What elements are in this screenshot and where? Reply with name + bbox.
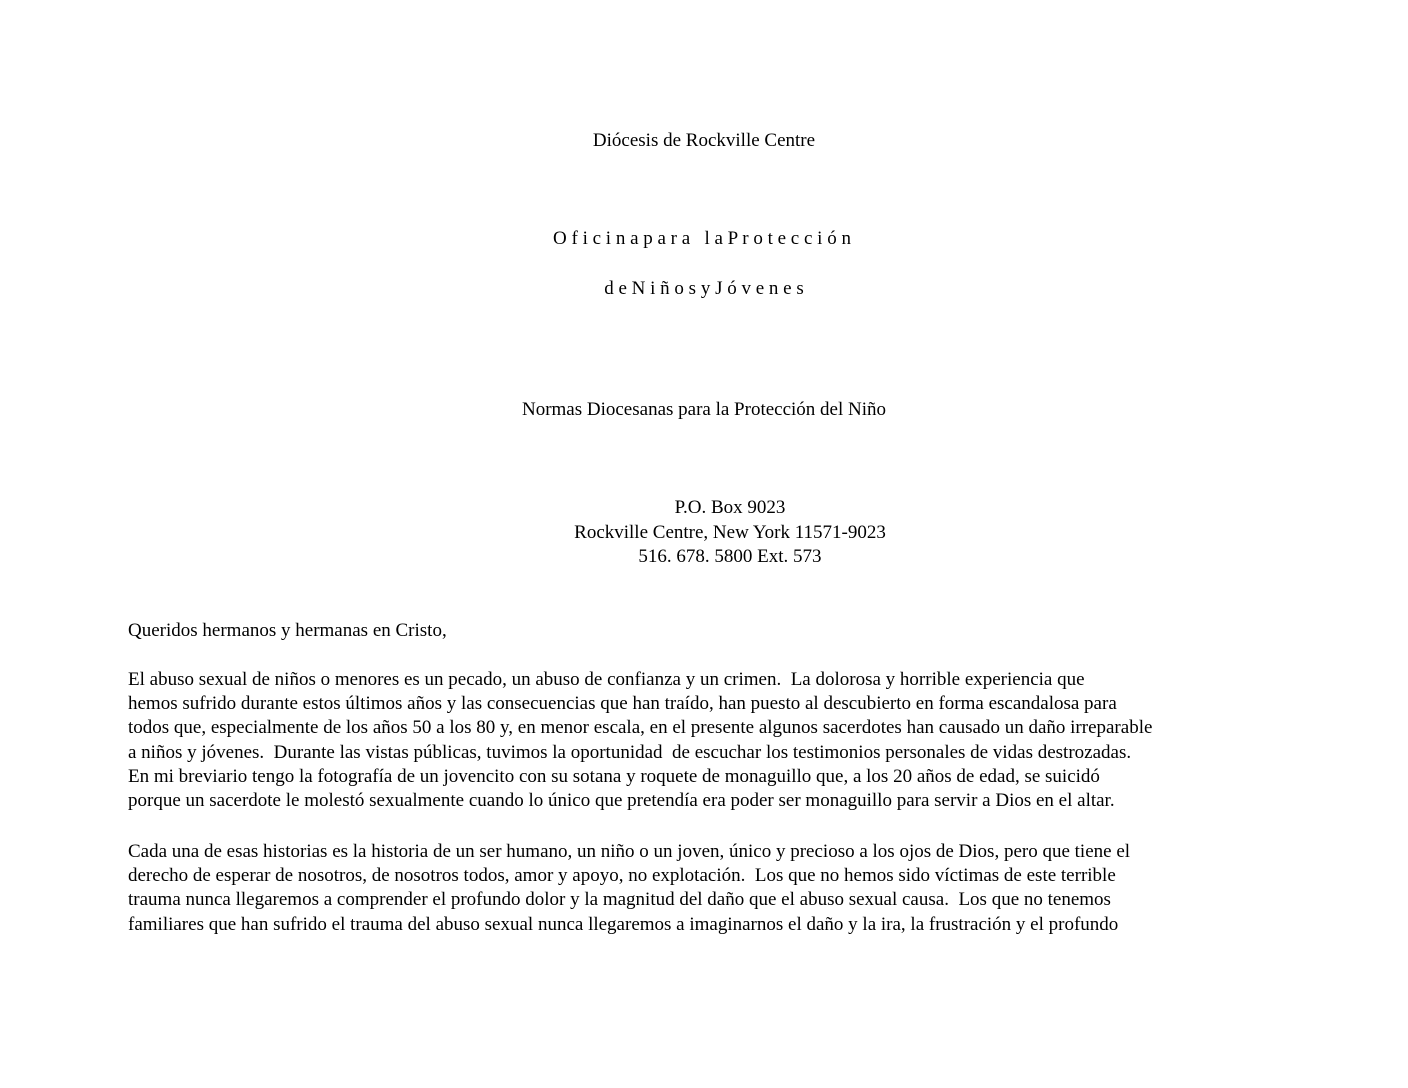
- address-block: [560, 496, 900, 570]
- paragraph-1-line: todos que, especialmente de los años 50 a los 80 y, en menor escala, en el presente algunos sacerdotes han causado un daño irreparable: [128, 717, 1153, 739]
- phone-line: 516. 678. 5800 Ext. 573: [638, 546, 822, 567]
- city-line: Rockville Centre, New York 11571-9023: [574, 521, 886, 543]
- letter-body: [128, 619, 1308, 643]
- office-title-line-1: O f i c i n a p a r a l a P r o t e c c i ó n: [553, 228, 851, 249]
- paragraph-2-line: Cada una de esas historias es la historia de un ser humano, un niño o un joven, único y precioso a los ojos de Dios, pero que tiene el: [128, 841, 1131, 862]
- paragraph-2-line: trauma nunca llegaremos a comprender el profundo dolor y la magnitud del daño que el abuso sexual causa. Los que no tenemos: [128, 889, 1111, 911]
- paragraph-1-line: El abuso sexual de niños o menores es un pecado, un abuso de confianza y un crimen. La dolorosa y horrible experiencia que: [128, 669, 1085, 690]
- paragraph-2-line: derecho de esperar de nosotros, de nosotros todos, amor y apoyo, no explotación. Los que no hemos sido víctimas de este terrible: [128, 865, 1116, 887]
- paragraph-1-line: hemos sufrido durante estos últimos años y las consecuencias que han traído, han puesto al descubierto en forma escandalosa para: [128, 693, 1117, 715]
- paragraph-1: [128, 668, 1308, 813]
- policy-title: Normas Diocesanas para la Protección del Niño: [521, 399, 887, 420]
- po-box: P.O. Box 9023: [674, 497, 786, 518]
- salutation: Queridos hermanos y hermanas en Cristo,: [128, 620, 447, 641]
- paragraph-2-line: familiares que han sufrido el trauma del abuso sexual nunca llegaremos a imaginarnos el daño y la ira, la frustración y el profundo: [128, 913, 1119, 935]
- office-title-line-2: d e N i ñ o s y J ó v e n e s: [604, 278, 804, 299]
- paragraph-1-line: a niños y jóvenes. Durante las vistas públicas, tuvimos la oportunidad de escuchar los testimonios personales de vidas destrozadas.: [128, 741, 1132, 763]
- paragraph-2: [128, 840, 1308, 937]
- paragraph-1-line: En mi breviario tengo la fotografía de un jovencito con su sotana y roquete de monaguillo que, a los 20 años de edad, se suicidó: [128, 765, 1100, 787]
- diocese-title: Diócesis de Rockville Centre: [592, 130, 816, 151]
- paragraph-1-line: porque un sacerdote le molestó sexualmente cuando lo único que pretendía era poder ser monaguillo para servir a Dios en el altar.: [128, 790, 1115, 812]
